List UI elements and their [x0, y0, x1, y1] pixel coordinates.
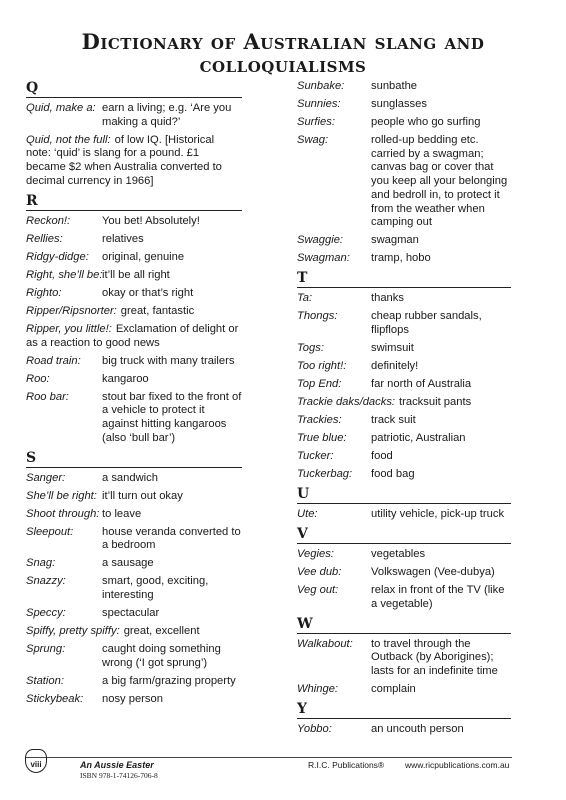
entry-term: Trackie daks/dacks: [297, 395, 396, 408]
dictionary-entry [26, 675, 242, 689]
entry-definition: food bag [371, 467, 415, 480]
entry-term: Vee dub: [297, 565, 342, 578]
entry-term: Walkabout: [297, 637, 353, 650]
entry-definition: great, excellent [123, 625, 200, 638]
dictionary-entry [26, 287, 242, 301]
footer-publisher: R.I.C. Publications® [308, 760, 385, 770]
entry-term: Tucker: [297, 449, 334, 462]
dictionary-entry [26, 215, 242, 229]
entry-definition: a sausage [102, 557, 154, 570]
dictionary-entry [26, 391, 242, 446]
dictionary-entry [26, 472, 242, 486]
dictionary-entry [297, 80, 511, 94]
entry-term: She’ll be right: [26, 489, 97, 502]
dictionary-entry [26, 490, 242, 504]
dictionary-entry [297, 468, 511, 482]
entry-term: Trackies: [297, 413, 342, 426]
entry-definition: definitely! [371, 359, 419, 372]
dictionary-entry [26, 102, 242, 129]
entry-term: Quid, make a: [26, 102, 96, 114]
dictionary-entry [26, 575, 242, 602]
section-letter-heading: Q [26, 80, 242, 98]
entry-term: Reckon!: [26, 214, 71, 227]
dictionary-entry [297, 342, 511, 356]
dictionary-entry [26, 508, 242, 522]
entry-definition: of low IQ. [Historical note: ‘quid’ is slang for a pound. £1 became $2 when Australia converted to decimal currency in 1966] [26, 133, 222, 187]
entry-definition: it’ll turn out okay [102, 489, 183, 502]
entry-term: Sunbake: [297, 80, 345, 92]
entry-term: Snazzy: [26, 575, 66, 588]
dictionary-entry [297, 252, 511, 266]
dictionary-entry [297, 292, 511, 306]
dictionary-entry [26, 526, 242, 553]
entry-definition: a big farm/grazing property [102, 674, 236, 687]
page-number-badge: viii [25, 749, 47, 773]
entry-definition: relax in front of the TV (like a vegetable) [371, 583, 505, 610]
entry-term: Speccy: [26, 607, 66, 620]
dictionary-entry [297, 234, 511, 248]
entry-term: Yobbo: [297, 723, 332, 736]
entry-term: Sleepout: [26, 525, 74, 538]
footer-book-title: An Aussie Easter [80, 760, 154, 770]
dictionary-entry [26, 643, 242, 670]
entry-definition: it’ll be all right [102, 268, 170, 281]
entry-definition: great, fantastic [120, 304, 195, 317]
entry-definition: cheap rubber sandals, flipflops [371, 310, 482, 336]
dictionary-entry [297, 378, 511, 392]
entry-definition: tramp, hobo [371, 252, 431, 265]
entry-term: Stickybeak: [26, 692, 84, 705]
entry-term: Right, she’ll be: [26, 268, 103, 281]
entry-term: Tuckerbag: [297, 467, 353, 480]
entry-definition: far north of Australia [371, 377, 472, 390]
entry-definition: smart, good, exciting, interesting [102, 575, 209, 602]
entry-definition: rolled-up bedding etc. carried by a swagman; canvas bag or cover that you keep all your belonging and bedroll in, to protect it from the weather when camping out [371, 134, 508, 229]
entry-definition: patriotic, Australian [371, 431, 466, 444]
right-column [297, 80, 511, 741]
dictionary-entry [297, 134, 511, 230]
entry-term: Sprung: [26, 643, 66, 656]
entry-term: Ripper/Ripsnorter: [26, 304, 117, 317]
entry-term: Road train: [26, 354, 81, 367]
entry-term: Veg out: [297, 583, 339, 596]
entry-definition: Volkswagen (Vee-dubya) [371, 565, 495, 578]
entry-term: True blue: [297, 431, 347, 444]
entry-term: Ute: [297, 507, 318, 520]
dictionary-entry [297, 414, 511, 428]
entry-term: Whinge: [297, 683, 339, 696]
dictionary-entry [26, 323, 242, 350]
dictionary-entry [26, 269, 242, 283]
entry-term: Sanger: [26, 471, 66, 484]
entry-term: Ripper, you little!: [26, 322, 112, 335]
entry-definition: stout bar fixed to the front of a vehicle to protect it against hitting kangaroos (also ‘bull bar’) [102, 390, 242, 444]
section-letter-heading: R [26, 193, 242, 211]
dictionary-entry [297, 360, 511, 374]
dictionary-entry [26, 355, 242, 369]
entry-definition: an uncouth person [371, 723, 464, 736]
entry-definition: spectacular [102, 607, 160, 620]
page-title-line-1: Dictionary of Australian slang and [81, 29, 485, 54]
entry-term: Surfies: [297, 116, 335, 128]
entry-definition: to leave [102, 507, 142, 520]
entry-definition: people who go surfing [371, 116, 481, 128]
entry-definition: vegetables [371, 547, 426, 560]
entry-definition: kangaroo [102, 372, 149, 385]
entry-definition: house veranda converted to a bedroom [102, 525, 241, 552]
section-letter-heading: Y [297, 701, 511, 719]
entry-term: Ridgy-didge: [26, 250, 89, 263]
entry-term: Spiffy, pretty spiffy: [26, 625, 120, 638]
entry-term: Vegies: [297, 547, 334, 560]
dictionary-entry [297, 566, 511, 580]
entry-term: Righto: [26, 286, 62, 299]
entry-definition: sunbathe [371, 80, 418, 92]
dictionary-entry [297, 450, 511, 464]
entry-definition: big truck with many trailers [102, 354, 235, 367]
dictionary-entry [26, 693, 242, 707]
dictionary-entry [297, 638, 511, 679]
footer-divider [26, 757, 512, 758]
dictionary-entry [297, 584, 511, 611]
entry-term: Thongs: [297, 310, 338, 323]
entry-definition: to travel through the Outback (by Aborigines); lasts for an indefinite time [371, 637, 498, 678]
section-letter-heading: U [297, 486, 511, 504]
entry-definition: tracksuit pants [399, 395, 472, 408]
section-letter-heading: S [26, 450, 242, 468]
dictionary-entry [297, 396, 511, 410]
dictionary-entry [297, 116, 511, 130]
entry-term: Ta: [297, 292, 313, 305]
dictionary-entry [26, 625, 242, 639]
dictionary-entry [297, 723, 511, 737]
dictionary-entry [26, 557, 242, 571]
entry-term: Quid, not the full: [26, 133, 111, 146]
entry-definition: utility vehicle, pick-up truck [371, 507, 505, 520]
left-column [26, 80, 242, 711]
entry-definition: Exclamation of delight or as a reaction to good news [26, 322, 239, 349]
entry-term: Sunnies: [297, 98, 341, 110]
entry-definition: relatives [102, 232, 144, 245]
entry-definition: swimsuit [371, 341, 414, 354]
entry-definition: original, genuine [102, 250, 185, 263]
entry-term: Station: [26, 674, 64, 687]
entry-term: Roo bar: [26, 390, 69, 403]
page-title-line-2: colloquialisms [199, 52, 367, 77]
dictionary-entry [26, 607, 242, 621]
entry-definition: nosy person [102, 692, 163, 705]
section-letter-heading: T [297, 270, 511, 288]
entry-definition: food [371, 449, 393, 462]
dictionary-entry [297, 310, 511, 337]
dictionary-entry [26, 251, 242, 265]
entry-term: Shoot through: [26, 507, 100, 520]
entry-term: Rellies: [26, 232, 63, 245]
entry-definition: sunglasses [371, 98, 427, 110]
entry-definition: okay or that’s right [102, 286, 194, 299]
dictionary-entry [297, 432, 511, 446]
entry-term: Swagman: [297, 252, 350, 265]
entry-term: Swaggie: [297, 234, 344, 247]
footer-website[interactable]: www.ricpublications.com.au [405, 760, 510, 770]
dictionary-entry [26, 233, 242, 247]
entry-definition: a sandwich [102, 471, 158, 484]
entry-term: Snag: [26, 557, 56, 570]
entry-term: Roo: [26, 372, 50, 385]
entry-term: Togs: [297, 341, 324, 354]
entry-term: Top End: [297, 377, 342, 390]
footer-isbn: ISBN 978-1-74126-706-8 [80, 771, 158, 780]
dictionary-entry [297, 548, 511, 562]
section-letter-heading: W [297, 616, 511, 634]
dictionary-entry [297, 98, 511, 112]
dictionary-entry [26, 373, 242, 387]
dictionary-entry [26, 134, 242, 189]
section-letter-heading: V [297, 526, 511, 544]
entry-term: Swag: [297, 134, 329, 146]
dictionary-entry [26, 305, 242, 319]
entry-definition: thanks [371, 292, 404, 305]
entry-definition: You bet! Absolutely! [102, 214, 200, 227]
dictionary-entry [297, 508, 511, 522]
entry-definition: swagman [371, 234, 419, 247]
dictionary-entry [297, 683, 511, 697]
entry-definition: earn a living; e.g. ‘Are you making a quid?’ [102, 102, 232, 128]
entry-definition: track suit [371, 413, 416, 426]
entry-term: Too right!: [297, 359, 347, 372]
entry-definition: caught doing something wrong (‘I got sprung’) [102, 643, 221, 669]
entry-definition: complain [371, 683, 416, 696]
